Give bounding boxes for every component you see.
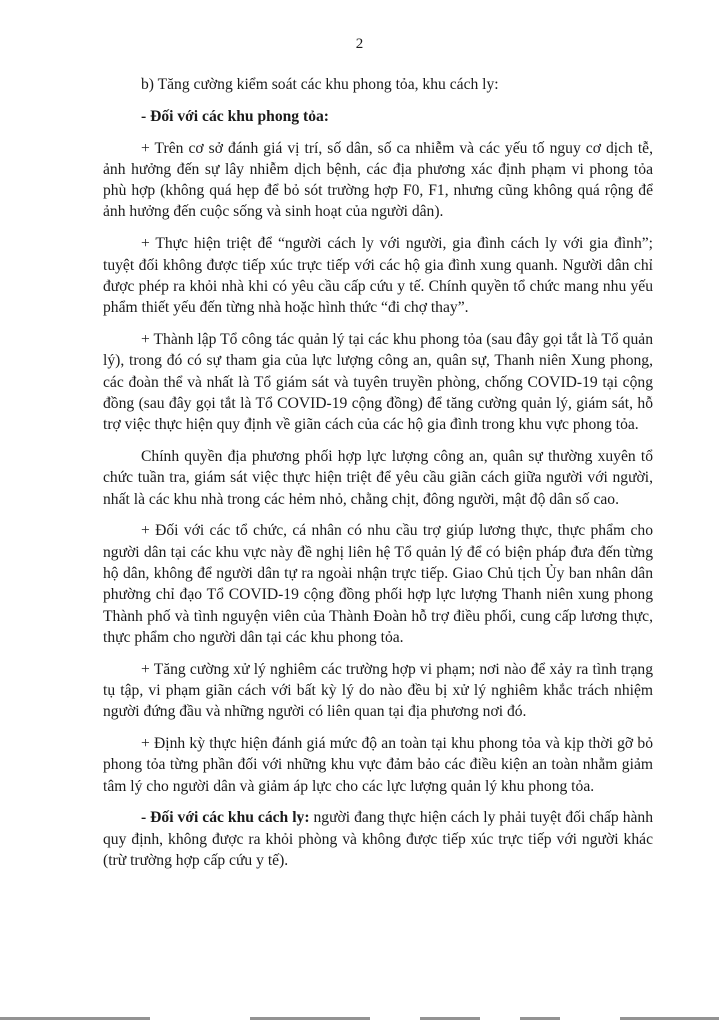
paragraph-periodic-assessment: + Định kỳ thực hiện đánh giá mức độ an toàn tại khu phong tỏa và kịp thời gỡ bỏ phong tỏa từng phần đối với những khu vực đảm bảo các điều kiện an toàn nhằm giảm tâm lý cho người dân và giảm áp lực cho các lực lượng quản lý khu phong tỏa. [103, 735, 653, 795]
scan-edge-mark [420, 1017, 480, 1020]
paragraph-assessment: + Trên cơ sở đánh giá vị trí, số dân, số ca nhiễm và các yếu tố nguy cơ dịch tễ, ảnh hưởng đến sự lây nhiễm dịch bệnh, các địa phương xác định phạm vi phong tỏa phù hợp (không quá hẹp để bỏ sót trường hợp F0, F1, nhưng cũng không quá rộng để ảnh hưởng đến cuộc sống và sinh hoạt của người dân). [103, 139, 653, 221]
lockdown-heading: - Đối với các khu phong tỏa: [141, 107, 329, 125]
paragraph-management-team: + Thành lập Tổ công tác quản lý tại các khu phong tỏa (sau đây gọi tắt là Tổ quản lý), trong đó có sự tham gia của lực lượng công an, quân sự, Thanh niên Xung phong, các đoàn thể và nhất là Tổ giám sát và tuyên truyền phòng, chống COVID-19 tại cộng đồng (sau đây gọi tắt là Tổ COVID-19 cộng đồng) để tăng cường quản lý, giám sát, hỗ trợ việc thực hiện quy định về giãn cách của các hộ gia đình trong khu vực phong tỏa. [103, 330, 653, 434]
document-body [103, 74, 653, 882]
page-number: 2 [355, 36, 364, 52]
isolation-text: người đang thực hiện cách ly phải tuyệt đối chấp hành quy định, không được ra khỏi phòng và không được tiếp xúc trực tiếp với người khác (trừ trường hợp cấp cứu y tế). [103, 809, 654, 869]
paragraph-strict-isolation: + Thực hiện triệt để “người cách ly với người, gia đình cách ly với gia đình”; tuyệt đối không được tiếp xúc trực tiếp với các hộ gia đình xung quanh. Người dân chỉ được phép ra khỏi nhà khi có yêu cầu cấp cứu y tế. Chính quyền tổ chức mang nhu yếu phẩm thiết yếu đến từng nhà hoặc hình thức “đi chợ thay”. [103, 235, 653, 317]
isolation-heading: - Đối với các khu cách ly: [141, 809, 310, 827]
section-heading: b) Tăng cường kiểm soát các khu phong tỏa, khu cách ly: [141, 76, 499, 93]
scan-edge-mark [0, 1017, 150, 1020]
scan-edge-mark [250, 1017, 370, 1020]
paragraph-isolation [103, 807, 653, 871]
paragraph-food-support: + Đối với các tổ chức, cá nhân có nhu cầu trợ giúp lương thực, thực phẩm cho người dân tại các khu vực này đề nghị liên hệ Tổ quản lý để có biện pháp đưa đến từng hộ dân, không để người dân tự ra ngoài nhận trực tiếp. Giao Chủ tịch Ủy ban nhân dân phường chỉ đạo Tổ COVID-19 cộng đồng phối hợp lực lượng Thanh niên xung phong Thành phố và tình nguyện viên của Thành Đoàn hỗ trợ điều phối, cung cấp lương thực, thực phẩm cho người dân tại các khu phong tỏa. [103, 522, 653, 646]
scan-edge-mark [520, 1017, 560, 1020]
scan-edge-mark [620, 1017, 719, 1020]
paragraph-patrol: Chính quyền địa phương phối hợp lực lượng công an, quân sự thường xuyên tổ chức tuần tra, giám sát việc thực hiện triệt để yêu cầu giãn cách giữa người với người, nhất là các khu nhà trong các hẻm nhỏ, chằng chịt, đông người, mật độ dân số cao. [103, 447, 653, 508]
paragraph-violations: + Tăng cường xử lý nghiêm các trường hợp vi phạm; nơi nào để xảy ra tình trạng tụ tập, vi phạm giãn cách với bất kỳ lý do nào đều bị xử lý nghiêm khắc trách nhiệm người đứng đầu và những người có liên quan tại địa phương nơi đó. [103, 660, 653, 721]
